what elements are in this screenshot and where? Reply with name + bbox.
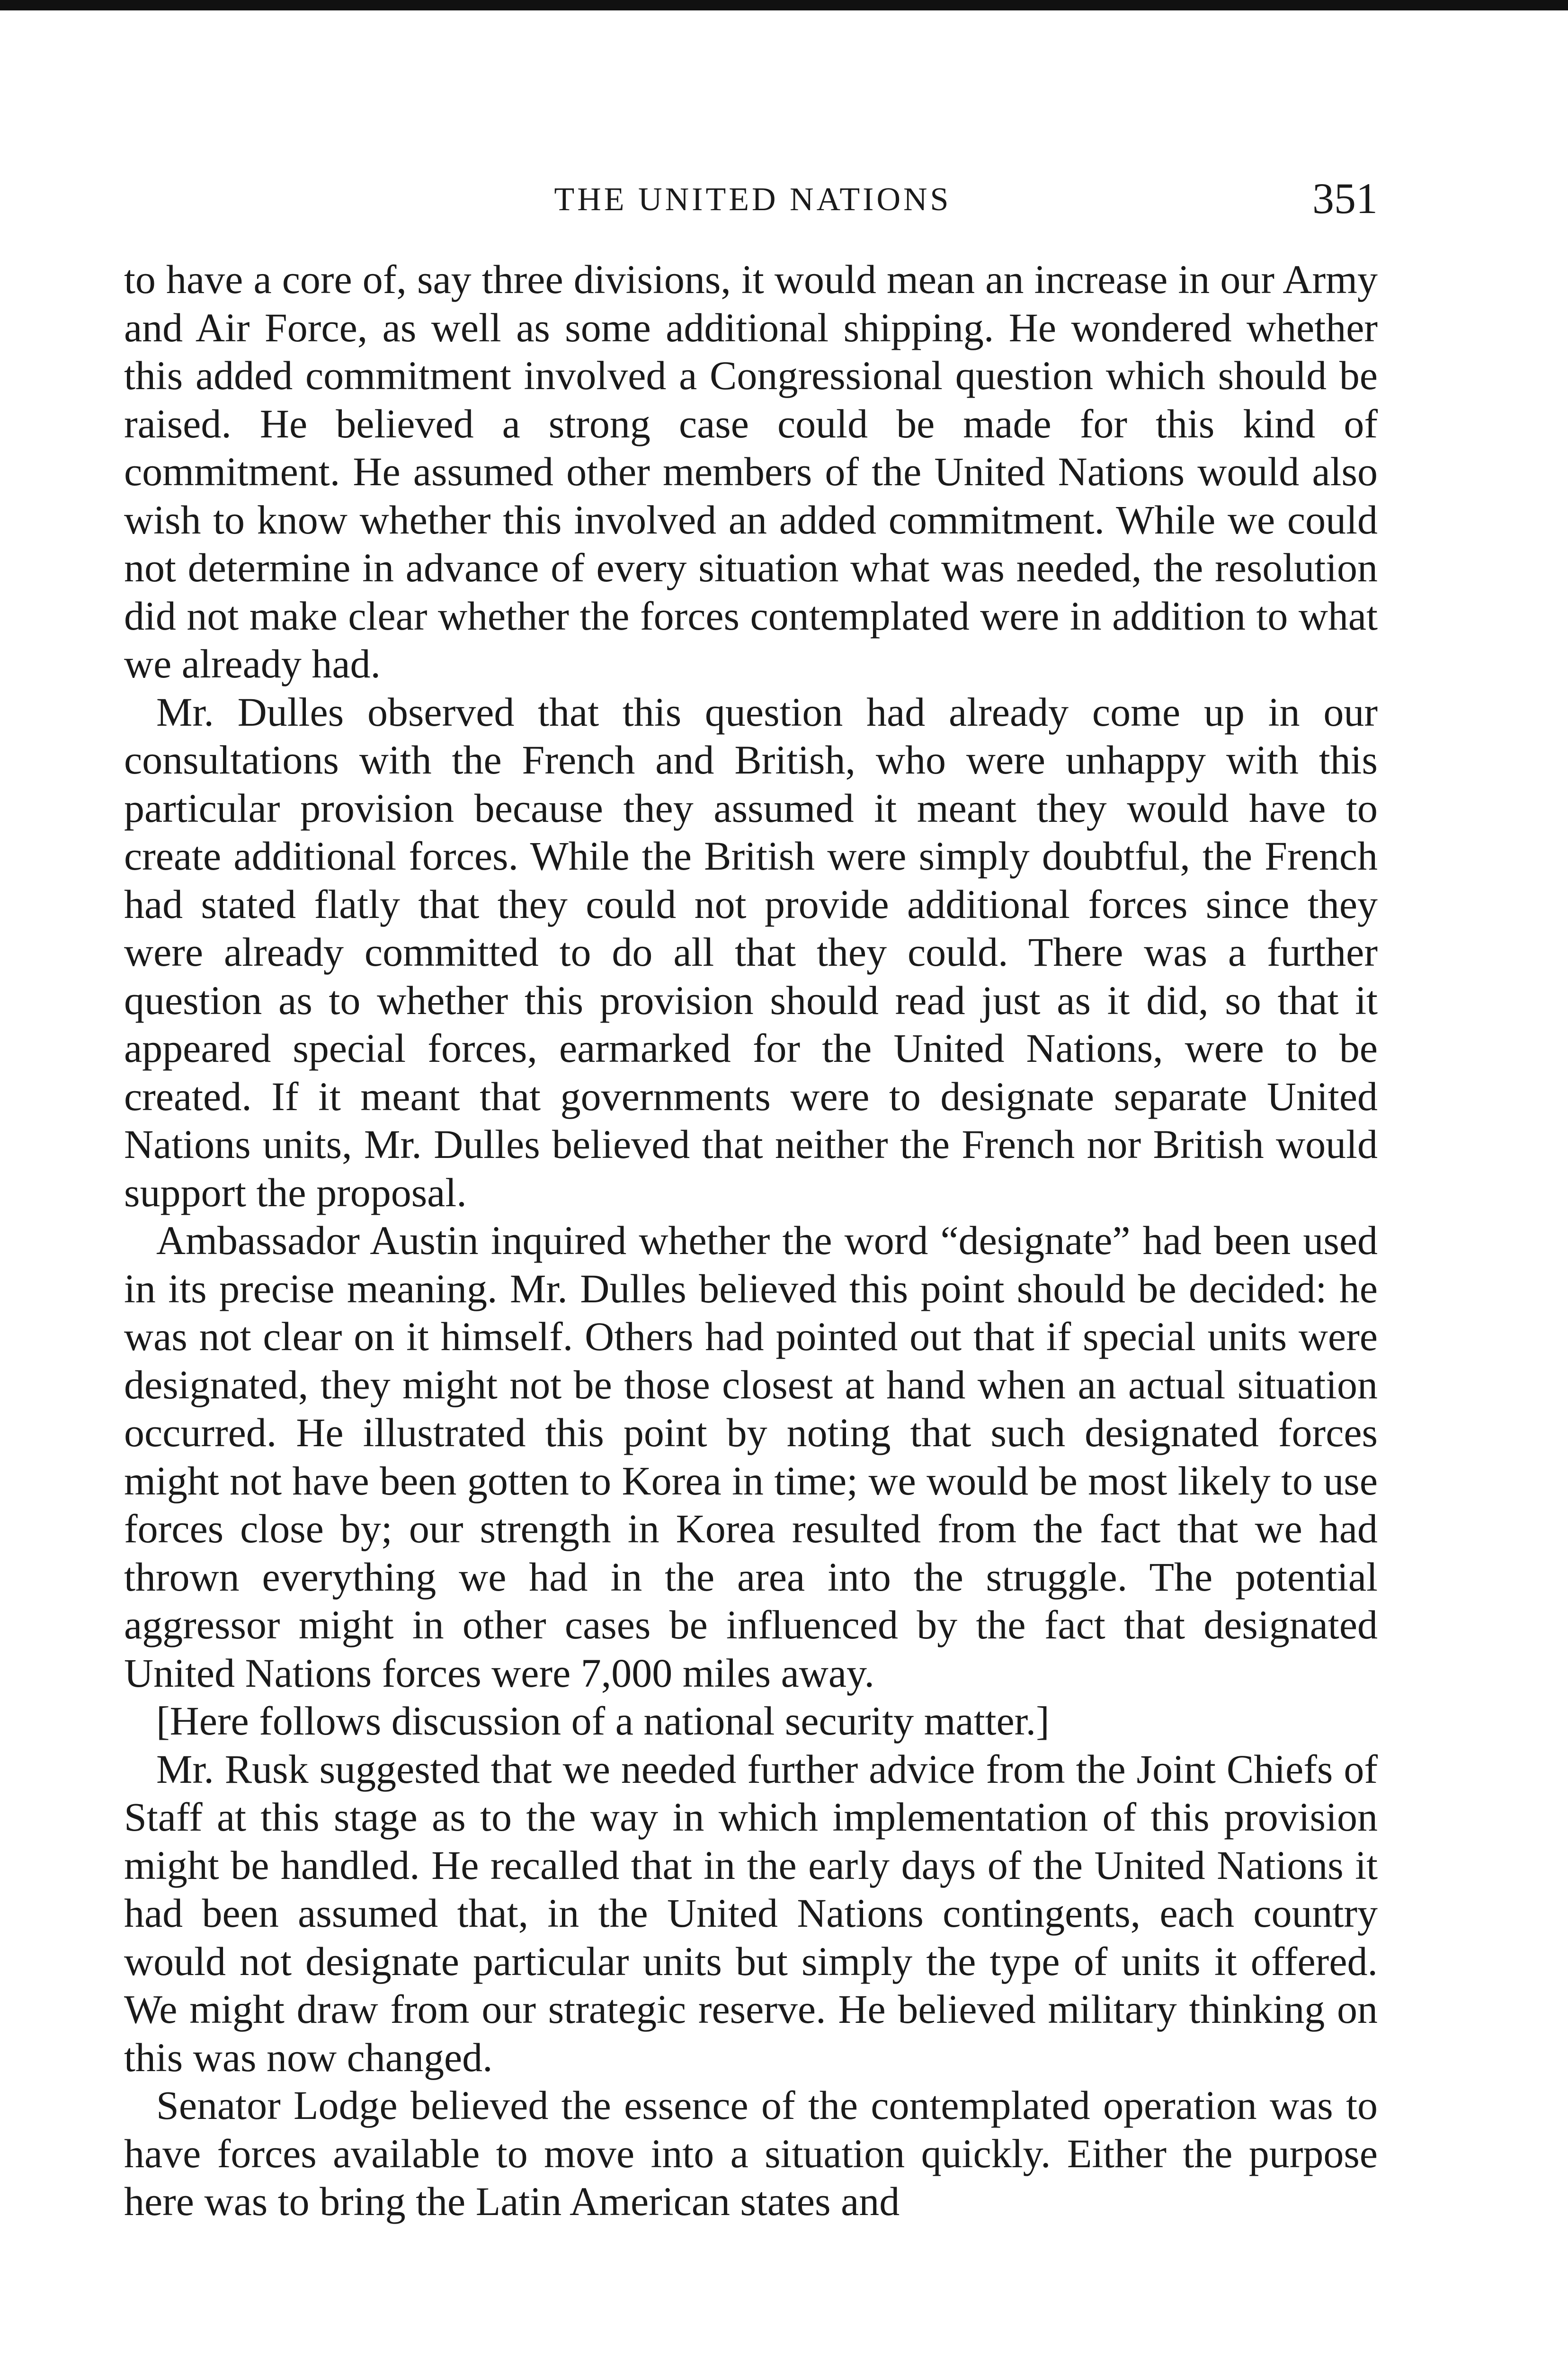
body-text [124,256,1378,2226]
page-header [128,175,1378,227]
running-head: THE UNITED NATIONS [554,181,952,218]
paragraph: Ambassador Austin inquired whether the word “designate” had been used in its precise meaning. Mr. Dulles believed this point should be decided: he was not clear on it himself. Others had pointed out that if special units were designated, they might not be those closest at hand when an actual situation occurred. He illustrated this point by noting that such designated forces might not have been gotten to Korea in time; we would be most likely to use forces close by; our strength in Korea resulted from the fact that we had thrown everything we had in the area into the struggle. The potential aggressor might in other cases be influenced by the fact that designated United Nations forces were 7,000 miles away. [124,1218,1378,1696]
page-number: 351 [1312,174,1378,222]
paragraph: to have a core of, say three divisions, it would mean an increase in our Army and Air Force, as well as some additional shipping. He wondered whether this added commitment involved a Congressional question which should be raised. He believed a strong case could be made for this kind of commitment. He assumed other members of the United Nations would also wish to know whether this involved an added commitment. While we could not determine in advance of every situation what was needed, the resolution did not make clear whether the forces contemplated were in addition to what we already had. [124,257,1378,686]
paragraph: Mr. Dulles observed that this question had already come up in our consultations with the French and British, who were unhappy with this particular provision because they assumed it meant they would have to create additional forces. While the British were simply doubtful, the French had stated flatly that they could not provide additional forces since they were already committed to do all that they could. There was a further question as to whether this provision should read just as it did, so that it appeared special forces, earmarked for the United Nations, were to be created. If it meant that governments were to designate separate United Nations units, Mr. Dulles believed that neither the French nor British would support the proposal. [124,689,1378,1215]
editorial-note: [Here follows discussion of a national security matter.] [156,1698,1050,1744]
paragraph: Mr. Rusk suggested that we needed further advice from the Joint Chiefs of Staff at this stage as to the way in which implementation of this provision might be handled. He recalled that in the early days of the United Nations it had been assumed that, in the United Nations contingents, each country would not designate particular units but simply the type of units it offered. We might draw from our strategic reserve. He believed military thinking on this was now changed. [124,1746,1378,2080]
top-edge-rule [0,0,1568,10]
paragraph: Senator Lodge believed the essence of the contemplated operation was to have forces available to move into a situation quickly. Either the purpose here was to bring the Latin American states and [124,2082,1378,2224]
